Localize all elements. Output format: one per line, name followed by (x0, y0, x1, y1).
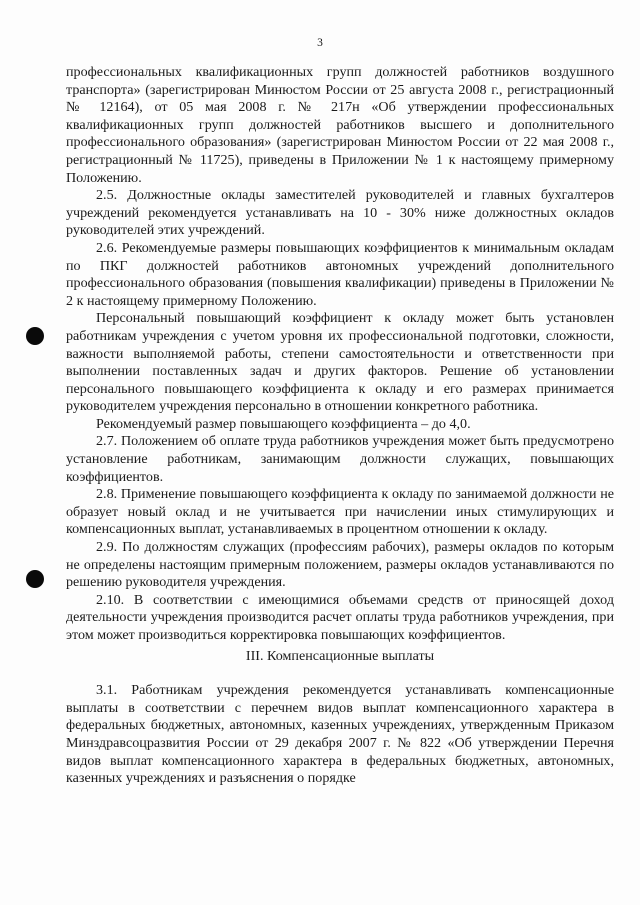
document-body (66, 64, 614, 788)
paragraph: 2.6. Рекомендуемые размеры повышающих коэффициентов к минимальным окладам по ПКГ должностей работников автономных учреждений дополнительного профессионального образования (повышения квалификации) приведены в Приложении № 2 к настоящему примерному Положению. (66, 239, 614, 309)
paragraph: Рекомендуемый размер повышающего коэффициента – до 4,0. (96, 415, 471, 432)
spacer (66, 665, 614, 682)
page-number: 3 (317, 37, 323, 49)
paragraph: 2.7. Положением об оплате труда работников учреждения может быть предусмотрено установление работникам, занимающим должности служащих, повышающих коэффициентов. (66, 433, 614, 485)
punch-hole-mark (26, 570, 44, 588)
paragraph: 2.8. Применение повышающего коэффициента к окладу по занимаемой должности не образует новый оклад и не учитывается при начислении иных стимулирующих и компенсационных выплат, устанавливаемых в процентном отношении к окладу. (66, 486, 614, 538)
punch-hole-mark (26, 327, 44, 345)
paragraph: 2.5. Должностные оклады заместителей руководителей и главных бухгалтеров учреждений рекомендуется устанавливать на 10 - 30% ниже должностных окладов руководителей этих учреждений. (66, 187, 614, 239)
section-heading: III. Компенсационные выплаты (245, 647, 435, 664)
paragraph: 3.1. Работникам учреждения рекомендуется устанавливать компенсационные выплаты в соответствии с перечнем видов выплат компенсационного характера в федеральных бюджетных, автономных, казенных учреждениях, утвержденным Приказом Минздравсоцразвития России от 29 декабря 2007 г. № 822 «Об утверждении Перечня видов выплат компенсационного характера в федеральных бюджетных, автономных, казенных учреждениях и разъяснения о порядке (66, 682, 614, 787)
paragraph: 2.9. По должностям служащих (профессиям рабочих), размеры окладов по которым не определены настоящим примерным положением, размеры окладов устанавливаются по решению руководителя учреждения. (66, 539, 614, 591)
paragraph: Персональный повышающий коэффициент к окладу может быть установлен работникам учреждения с учетом уровня их профессиональной подготовки, сложности, важности выполняемой работы, степени самостоятельности и ответственности при выполнении поставленных задач и других факторов. Решение об установлении персонального повышающего коэффициента к окладу и его размерах принимается руководителем учреждения персонально в отношении конкретного работника. (66, 310, 614, 415)
paragraph: профессиональных квалификационных групп должностей работников воздушного транспорта» (зарегистрирован Минюстом России от 25 августа 2008 г., регистрационный № 12164), от 05 мая 2008 г. № 217н «Об утверждении профессиональных квалификационных групп должностей работников высшего и дополнительного профессионального образования» (зарегистрирован Минюстом России от 22 мая 2008 г., регистрационный № 11725), приведены в Приложении № 1 к настоящему примерному Положению. (66, 64, 614, 186)
paragraph: 2.10. В соответствии с имеющимися объемами средств от приносящей доход деятельности учреждения производится расчет оплаты труда работников учреждения, при этом может производиться корректировка повышающих коэффициентов. (66, 591, 614, 643)
